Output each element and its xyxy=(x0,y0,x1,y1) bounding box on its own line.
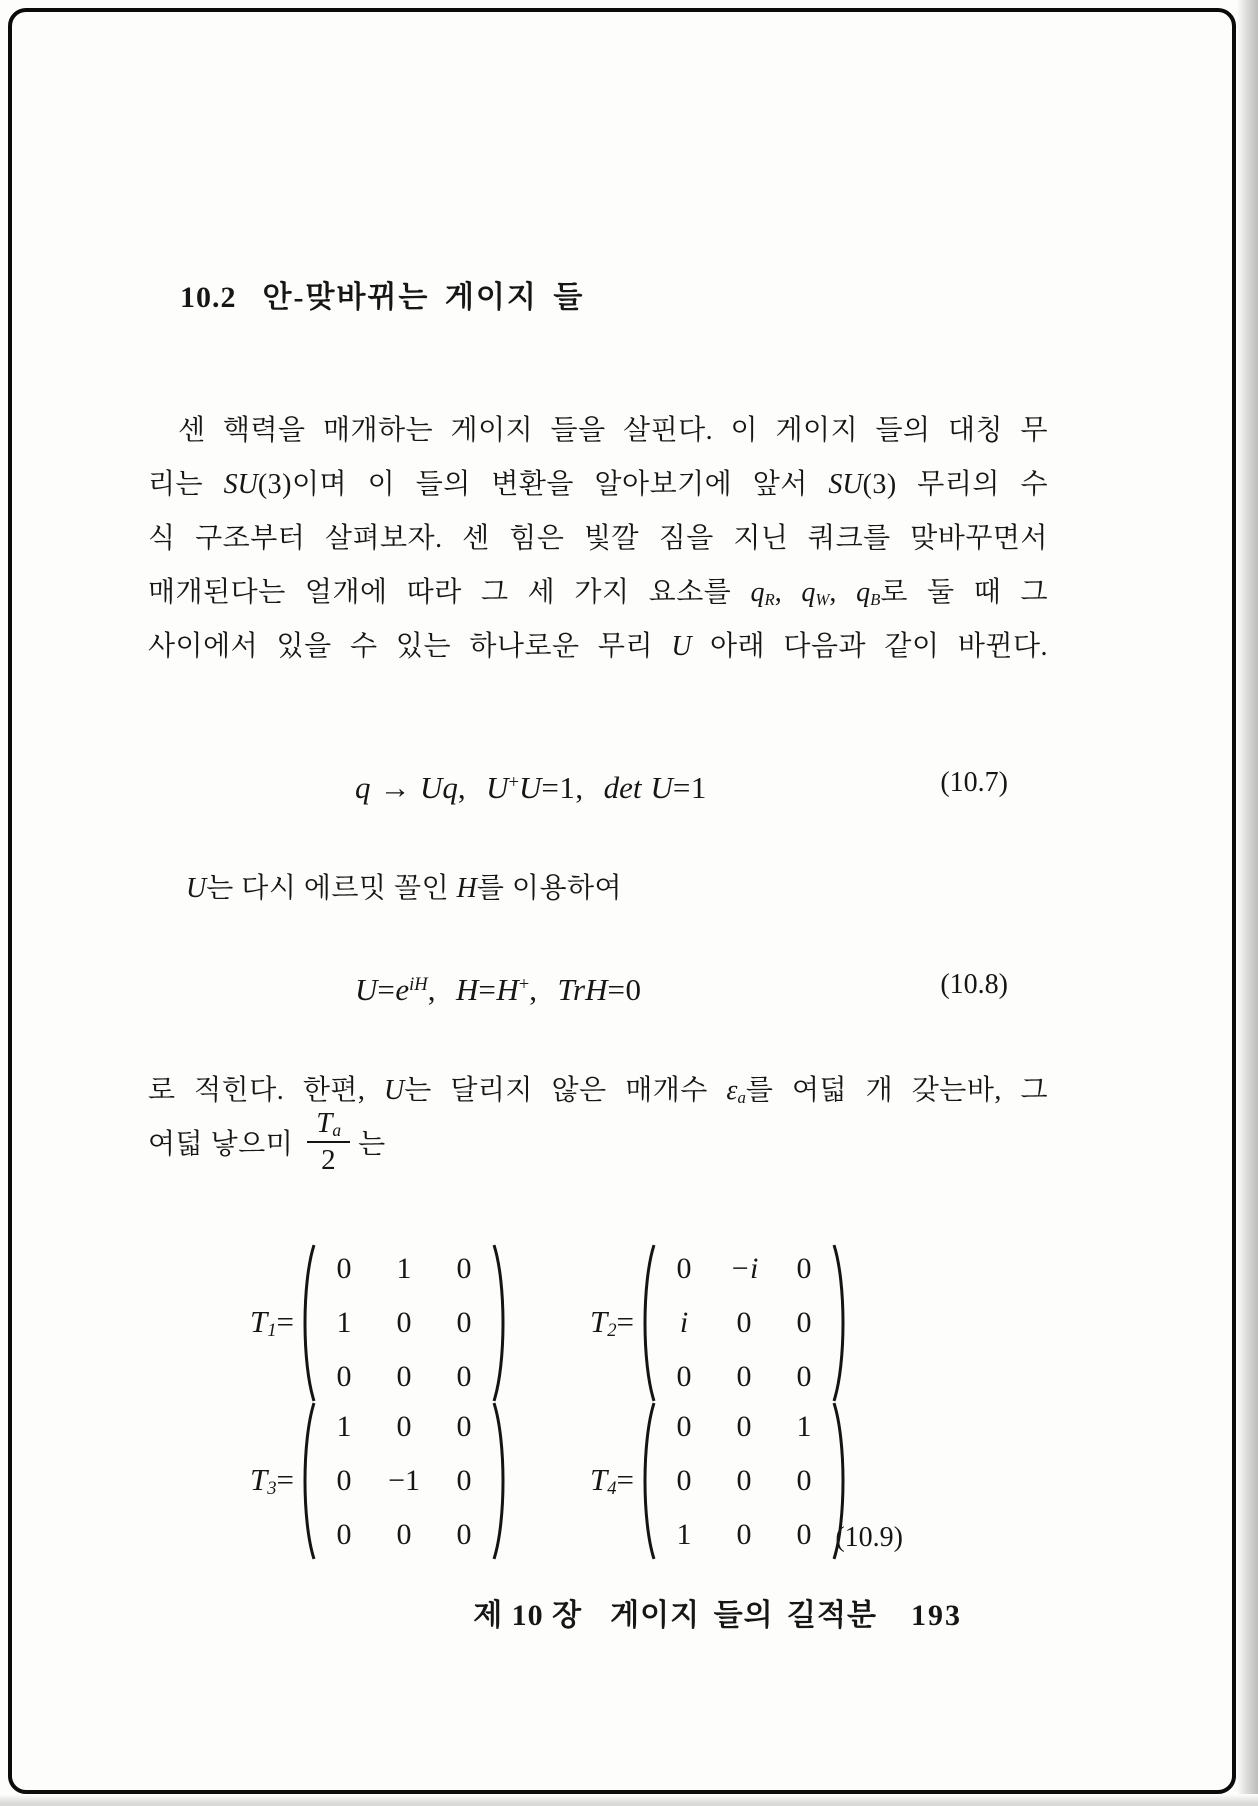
matrix-cell: 0 xyxy=(456,1306,472,1339)
equation-10-7 xyxy=(148,760,1008,806)
paragraph-line xyxy=(148,566,1048,620)
subscript-a: a xyxy=(737,1088,746,1107)
matrix-label-T2 xyxy=(590,1304,634,1342)
matrix-cells xyxy=(318,1242,490,1404)
text-run: 센 핵력을 매개하는 게이지 들을 살핀다. 이 게이지 들의 대칭 무 xyxy=(178,415,1048,446)
matrix-right-paren xyxy=(830,1242,850,1404)
text-run: 리는 xyxy=(148,469,224,500)
subscript-3: 3 xyxy=(267,1478,277,1499)
matrix-left-paren xyxy=(638,1242,658,1404)
matrix-cell: 0 xyxy=(456,1252,472,1285)
math-var-SU: SU xyxy=(828,469,863,500)
text-run: 사이에서 있을 수 있는 하나로운 무리 xyxy=(148,631,672,662)
matrix-label-T3 xyxy=(250,1462,294,1500)
page-edge-shadow-right xyxy=(1236,0,1258,1806)
matrix-cell: 0 xyxy=(736,1360,752,1393)
equals-sign: = xyxy=(616,1462,635,1497)
matrix-cell: 1 xyxy=(796,1410,812,1443)
subscript-1: 1 xyxy=(267,1320,277,1341)
matrix-T1 xyxy=(250,1240,560,1406)
math-var-H: H xyxy=(456,873,477,904)
superscript-iH: iH xyxy=(409,974,428,995)
text-run: 로 적힌다. 한편, xyxy=(148,1075,384,1106)
section-heading xyxy=(180,272,584,316)
text-run: 를 여덟 개 갖는바, 그 xyxy=(745,1075,1048,1106)
text-run: 여덟 낳으미 xyxy=(148,1129,294,1160)
math-var-T: T xyxy=(250,1462,268,1497)
comma: , xyxy=(529,972,538,1007)
page-edge-shadow-bottom xyxy=(0,1794,1258,1806)
matrix-cell: 0 xyxy=(396,1306,412,1339)
equation-body xyxy=(355,972,641,1007)
subscript-R: R xyxy=(764,590,775,609)
fraction-Ta-over-2 xyxy=(307,1107,350,1178)
equation-number: (10.7) xyxy=(940,767,1008,798)
superscript-dagger: + xyxy=(508,772,520,793)
matrix-cell: 0 xyxy=(336,1360,352,1393)
math-var-q: q xyxy=(750,577,765,608)
matrix-cell: 0 xyxy=(796,1252,812,1285)
matrix-right-paren xyxy=(490,1242,510,1404)
paragraph-line xyxy=(148,404,1048,458)
math-var-Uq: Uq xyxy=(420,770,458,805)
matrix-cells xyxy=(658,1242,830,1404)
math-det: det xyxy=(603,770,642,805)
paragraph-line xyxy=(148,458,1048,512)
arrow-right-icon: → xyxy=(379,770,411,805)
matrix-cell: 0 xyxy=(456,1410,472,1443)
math-var-U: U xyxy=(486,770,509,805)
matrix-cell: 0 xyxy=(336,1518,352,1551)
math-var-U: U xyxy=(383,1075,405,1106)
math-var-q: q xyxy=(355,770,371,805)
matrix-cell: 0 xyxy=(736,1518,752,1551)
equation-number-10-9: (10.9) xyxy=(835,1522,903,1553)
matrix-cell: −1 xyxy=(388,1464,420,1497)
subscript-B: B xyxy=(870,590,881,609)
math-var-SU: SU xyxy=(223,469,258,500)
section-title: 안-맞바뀌는 게이지 들 xyxy=(262,281,585,314)
matrix-row-1 xyxy=(250,1240,900,1406)
equation-body xyxy=(355,770,707,805)
matrix-cell: 0 xyxy=(336,1464,352,1497)
text-run: 아래 다음과 같이 바뀐다. xyxy=(691,631,1048,662)
matrix-label-T4 xyxy=(590,1462,634,1500)
text-run: 는 달리지 않은 매개수 xyxy=(404,1075,727,1106)
comma: , xyxy=(457,770,467,805)
matrix-cell: 0 xyxy=(796,1306,812,1339)
matrix-T2 xyxy=(590,1240,900,1406)
relation: = xyxy=(478,972,497,1007)
math-var-T: T xyxy=(590,1304,608,1339)
math-var-e: e xyxy=(395,972,410,1007)
matrix-cell: 0 xyxy=(676,1410,692,1443)
math-var-T: T xyxy=(250,1304,268,1339)
math-var-q: q xyxy=(856,577,871,608)
chapter-title: 게이지 들의 길적분 xyxy=(610,1599,877,1632)
matrix-cell: 0 xyxy=(676,1464,692,1497)
subscript-a: a xyxy=(332,1119,342,1140)
fraction-denominator: 2 xyxy=(321,1144,337,1176)
math-var-H: H xyxy=(455,972,479,1007)
text-run: 매개된다는 얼개에 따라 그 세 가지 요소를 xyxy=(148,577,751,608)
equals-sign: = xyxy=(276,1462,295,1497)
matrix-cell: 0 xyxy=(676,1252,692,1285)
text-run: 로 둘 때 그 xyxy=(880,577,1049,608)
equation-10-8 xyxy=(148,962,1008,1008)
math-var-T: T xyxy=(590,1462,608,1497)
matrix-cell: 0 xyxy=(736,1306,752,1339)
math-var-U: U xyxy=(650,770,673,805)
matrix-cell: 0 xyxy=(456,1360,472,1393)
matrix-cell: 0 xyxy=(396,1410,412,1443)
text-run: , xyxy=(829,577,857,608)
comma: , xyxy=(427,972,436,1007)
matrix-cell: 1 xyxy=(336,1306,352,1339)
equals-sign: = xyxy=(616,1304,635,1339)
fraction-numerator xyxy=(307,1107,350,1143)
matrix-cell: 0 xyxy=(396,1360,412,1393)
relation: =1, xyxy=(541,770,584,805)
matrix-cell: 0 xyxy=(456,1518,472,1551)
matrix-cell: 0 xyxy=(796,1360,812,1393)
paragraph-1 xyxy=(148,404,1048,674)
text-run: 를 이용하여 xyxy=(476,873,623,904)
matrix-cell: 0 xyxy=(796,1518,812,1551)
matrix-cell: 1 xyxy=(676,1518,692,1551)
subscript-W: W xyxy=(815,590,830,609)
paragraph-u-line xyxy=(186,864,622,914)
relation: =1 xyxy=(672,770,707,805)
math-var-U: U xyxy=(671,631,692,662)
math-var-H: H xyxy=(496,972,519,1007)
matrix-cell: 0 xyxy=(396,1518,412,1551)
math-var-U: U xyxy=(186,873,207,904)
paragraph-line xyxy=(148,620,1048,674)
matrix-cell: 0 xyxy=(336,1252,352,1285)
matrix-cell: −i xyxy=(729,1252,759,1285)
text-run: 는 xyxy=(358,1129,386,1160)
math-var-U: U xyxy=(355,972,378,1007)
paragraph-line xyxy=(148,512,1048,566)
math-var-U: U xyxy=(519,770,542,805)
section-number: 10.2 xyxy=(180,281,237,314)
math-var-q: q xyxy=(801,577,816,608)
math-var-T: T xyxy=(316,1106,333,1139)
matrix-left-paren xyxy=(298,1242,318,1404)
relation: = xyxy=(377,972,396,1007)
matrix-cell: 0 xyxy=(736,1410,752,1443)
matrix-cell: 1 xyxy=(336,1410,352,1443)
matrix-label-T1 xyxy=(250,1304,294,1342)
paragraph-2-line-2 xyxy=(148,1098,386,1186)
equation-number: (10.8) xyxy=(940,969,1008,1000)
matrix-cell: 0 xyxy=(736,1464,752,1497)
matrix-cell: 0 xyxy=(456,1464,472,1497)
chapter-number: 제 10 장 xyxy=(473,1599,583,1632)
text-run: (3)이며 이 들의 변환을 알아보기에 앞서 xyxy=(257,469,829,500)
matrix-cell: 1 xyxy=(396,1252,412,1285)
matrix-cell: i xyxy=(679,1306,689,1339)
text-run: , xyxy=(774,577,802,608)
generator-matrices xyxy=(250,1240,900,1564)
relation: =0 xyxy=(607,972,642,1007)
equals-sign: = xyxy=(276,1304,295,1339)
running-footer xyxy=(0,1590,962,1634)
text-run: 는 다시 에르밋 꼴인 xyxy=(206,873,457,904)
superscript-dagger: + xyxy=(518,974,530,995)
page-number: 193 xyxy=(911,1599,962,1632)
text-run: 식 구조부터 살펴보자. 센 힘은 빛깔 짐을 지닌 쿼크를 맞바꾸면서 xyxy=(148,523,1048,554)
matrix-cell: 0 xyxy=(796,1464,812,1497)
text-run: (3) 무리의 수 xyxy=(862,469,1048,500)
matrix-cell: 0 xyxy=(676,1360,692,1393)
subscript-4: 4 xyxy=(607,1478,617,1499)
math-trace: TrH xyxy=(557,972,608,1007)
math-var-epsilon: ε xyxy=(726,1075,738,1106)
subscript-2: 2 xyxy=(607,1320,617,1341)
